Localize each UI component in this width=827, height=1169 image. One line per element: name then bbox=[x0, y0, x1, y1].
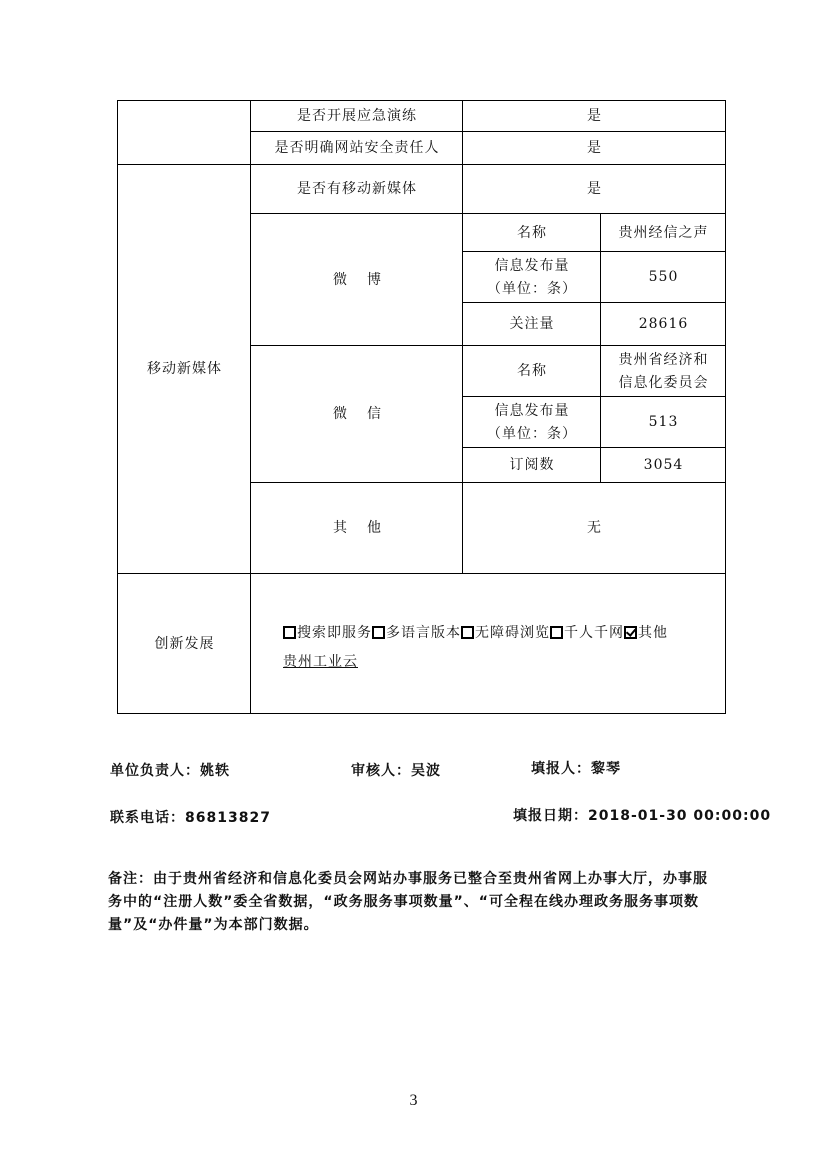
owner-value: 是 bbox=[462, 131, 726, 164]
drill-label: 是否开展应急演练 bbox=[250, 100, 463, 132]
wechat-posts-value: 513 bbox=[600, 396, 726, 448]
wechat-label: 微信 bbox=[250, 345, 463, 483]
weibo-followers-value: 28616 bbox=[600, 302, 726, 346]
wechat-name-value-line2: 信息化委员会 bbox=[618, 374, 709, 391]
weibo-posts-label-line2: （单位：条） bbox=[487, 280, 577, 297]
has-mobile-value: 是 bbox=[462, 164, 726, 214]
wechat-posts-label bbox=[462, 396, 601, 448]
innovation-label: 创新发展 bbox=[117, 573, 251, 714]
wechat-posts-label-line2: （单位：条） bbox=[487, 425, 577, 442]
option-label: 无障碍浏览 bbox=[475, 625, 550, 641]
phone: 联系电话：86813827 bbox=[110, 810, 271, 826]
table-border-right bbox=[725, 100, 726, 714]
weibo-label: 微博 bbox=[250, 213, 463, 346]
option-label: 其他 bbox=[638, 625, 668, 641]
other-label: 其他 bbox=[250, 482, 463, 574]
wechat-name-value-line1: 贵州省经济和 bbox=[618, 352, 709, 369]
innovation-other-text: 贵州工业云 bbox=[283, 653, 358, 670]
wechat-subs-value: 3054 bbox=[600, 447, 726, 483]
checkbox-icon[interactable] bbox=[461, 626, 474, 639]
filler: 填报人：黎琴 bbox=[531, 761, 621, 777]
weibo-posts-label bbox=[462, 251, 601, 303]
option-label: 多语言版本 bbox=[386, 625, 461, 641]
option-personalized[interactable] bbox=[550, 620, 624, 646]
checkbox-checked-icon[interactable] bbox=[624, 626, 637, 639]
mobile-section-label: 移动新媒体 bbox=[117, 164, 251, 574]
option-label: 千人千网 bbox=[564, 625, 624, 641]
wechat-name-label: 名称 bbox=[462, 345, 601, 397]
option-other[interactable] bbox=[624, 620, 668, 646]
weibo-followers-label: 关注量 bbox=[462, 302, 601, 346]
has-mobile-label: 是否有移动新媒体 bbox=[250, 164, 463, 214]
innovation-options bbox=[283, 620, 723, 675]
option-accessibility[interactable] bbox=[461, 620, 550, 646]
remark-note: 备注：由于贵州省经济和信息化委员会网站办事服务已整合至贵州省网上办事大厅，办事服务中的“注册人数”委全省数据，“政务服务事项数量”、“可全程在线办理政务服务事项数量”及“办件量”为本部门数据。 bbox=[108, 871, 708, 933]
checkbox-icon[interactable] bbox=[283, 626, 296, 639]
weibo-posts-value: 550 bbox=[600, 251, 726, 303]
weibo-name-label: 名称 bbox=[462, 213, 601, 252]
option-label: 搜索即服务 bbox=[297, 625, 372, 641]
checkbox-icon[interactable] bbox=[550, 626, 563, 639]
unit-head: 单位负责人：姚轶 bbox=[110, 763, 230, 779]
table-border-bottom bbox=[117, 713, 726, 714]
page-number: 3 bbox=[409, 1092, 418, 1109]
option-multilingual[interactable] bbox=[372, 620, 461, 646]
wechat-subs-label: 订阅数 bbox=[462, 447, 601, 483]
wechat-name-value bbox=[600, 345, 726, 397]
option-search-service[interactable] bbox=[283, 620, 372, 646]
weibo-posts-label-line1: 信息发布量 bbox=[494, 258, 570, 275]
owner-label: 是否明确网站安全责任人 bbox=[250, 131, 463, 164]
wechat-posts-label-line1: 信息发布量 bbox=[494, 403, 570, 420]
blank-cell bbox=[117, 100, 251, 164]
reviewer: 审核人：吴波 bbox=[351, 763, 441, 779]
fill-date: 填报日期：2018-01-30 00:00:00 bbox=[513, 808, 772, 824]
drill-value: 是 bbox=[462, 100, 726, 132]
other-value: 无 bbox=[462, 482, 726, 574]
checkbox-icon[interactable] bbox=[372, 626, 385, 639]
weibo-name-value: 贵州经信之声 bbox=[600, 213, 726, 252]
